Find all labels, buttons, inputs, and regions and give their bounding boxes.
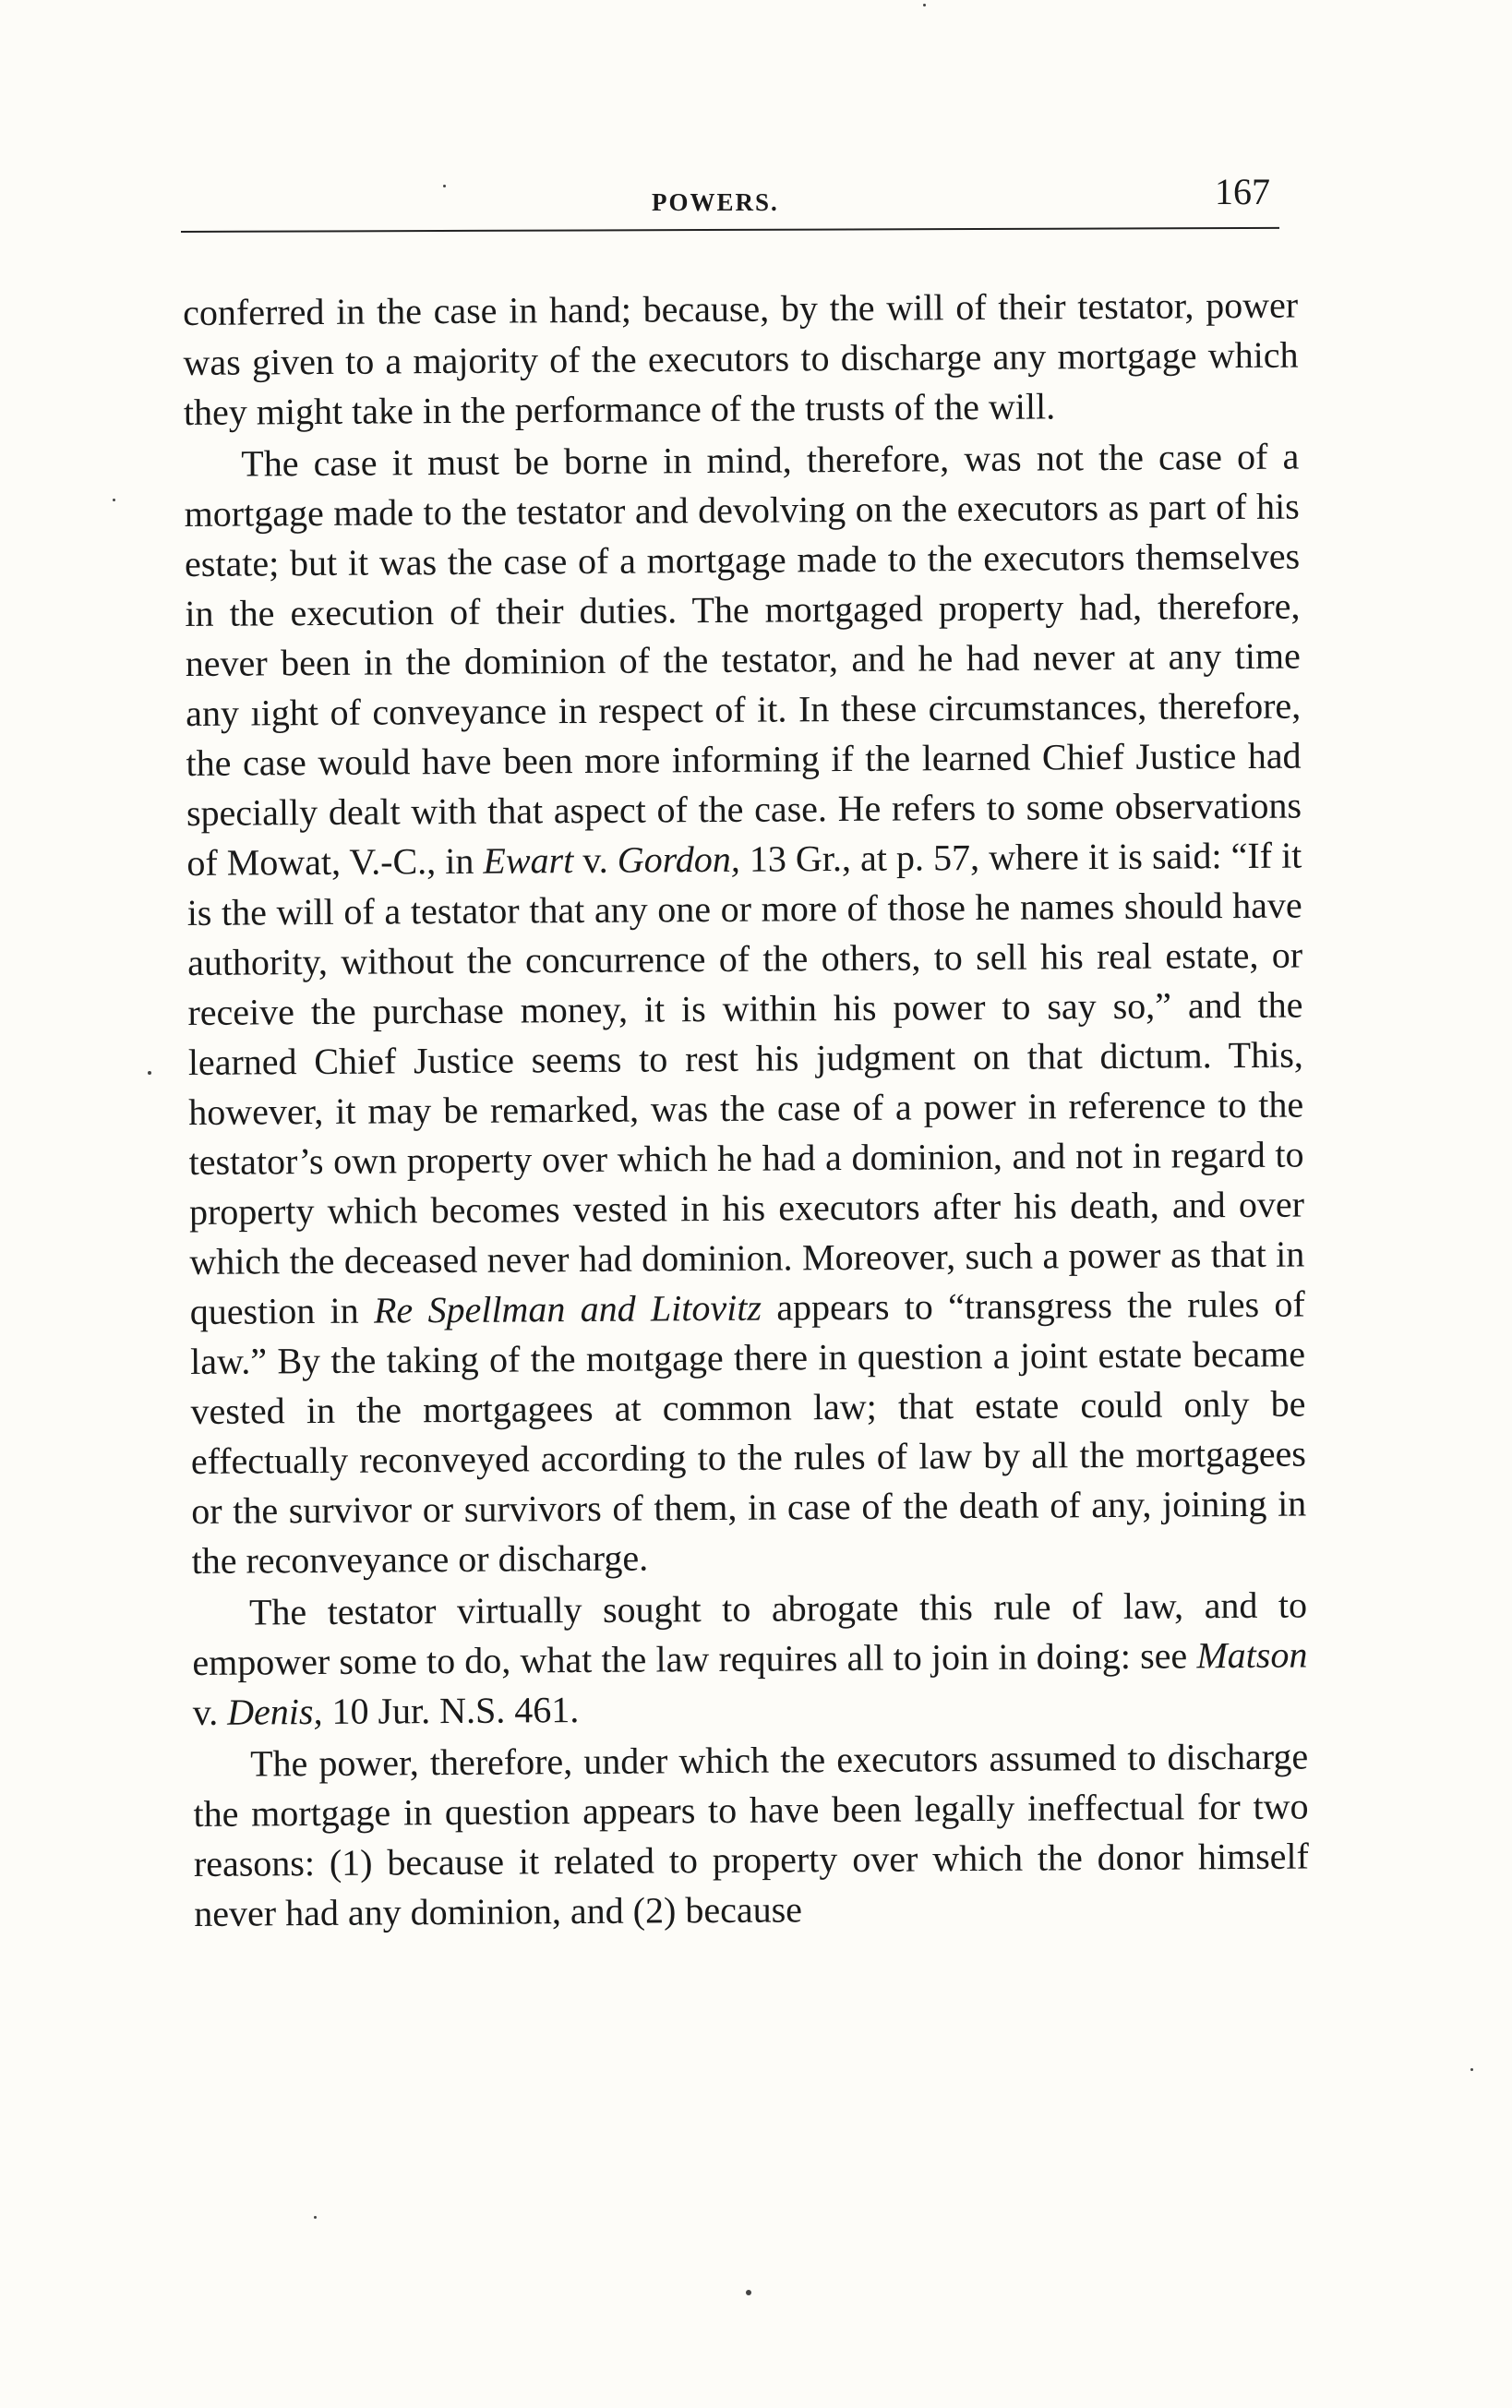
case-name-italic: Denis, — [227, 1690, 323, 1733]
scan-speck — [148, 1071, 151, 1075]
case-name-italic: Ewart — [483, 839, 574, 882]
scan-speck — [1470, 2068, 1473, 2071]
paragraph-4 — [193, 1732, 1309, 1939]
scan-speck — [113, 499, 115, 501]
text-run: conferred in the case in hand; because, by the will of their testator, power was given to a majority of the executors to discharge any mortgage which they might take in the performance of the trusts of the will. — [183, 283, 1299, 433]
case-name-italic: Matson — [1196, 1633, 1308, 1677]
text-run: v. — [192, 1691, 228, 1733]
scan-speck — [314, 2216, 317, 2219]
text-run: 10 Jur. N.S. 461. — [322, 1689, 580, 1732]
paragraph-2 — [184, 432, 1307, 1586]
text-run: The power, therefore, under which the executors assumed to discharge the mortgage in question appears to have been legally ineffectual for two reasons: (1) because it related to property over which the donor himself never had any dominion, and (2) because — [193, 1735, 1310, 1934]
case-name-italic: Gordon, — [617, 837, 740, 881]
body-text — [183, 281, 1309, 1941]
text-run: The case it must be borne in mind, therefore, was not the case of a mortgage made to the testator and devolving on the executors as part of his estate; but it was the case of a mortgage made to the executors themselves in the execution of their duties. The mortgaged property had, therefore, never been in the dominion of the testator, and he had never at any time any ıight of conveyance in respect of it. In these circumstances, therefore, the case would have been more informing if the learned Chief Justice had specially dealt with that aspect of the case. He refers to some observations of Mowat, V.-C., in — [184, 435, 1302, 884]
text-run: v. — [573, 838, 618, 882]
text-run: appears to “transgress the rules of law.” By the taking of the moıtgage there in question a joint estate became vested in the mortgagees at common law; that estate could only be effectually reconveyed according to the rules of law by all the mortgagees or the survivor or survivors of them, in case of the death of any, joining in the reconveyance or discharge. — [189, 1282, 1307, 1582]
page-number: 167 — [1215, 171, 1270, 212]
paragraph-3 — [192, 1581, 1308, 1738]
scan-speck — [443, 185, 446, 187]
scan-speck — [923, 4, 926, 6]
scan-speck — [746, 2290, 751, 2295]
text-run: 13 Gr., at p. 57, where it is said: “If it is the will of a testator that any one or more of those he names should have authority, without the concurrence of the others, to sell his real estate, or receive the purchase money, it is within his power to say so,” and the learned Chief Justice seems to rest his judgment on that dictum. This, however, it may be remarked, was the case of a power in reference to the testator’s own property over which he had a dominion, and not in regard to property which becomes vested in his executors after his death, and over which the deceased never had dominion. Moreover, such a power as that in question in — [186, 834, 1305, 1332]
paragraph-1 — [183, 281, 1299, 438]
text-run: The testator virtually sought to abrogate this rule of law, and to empower some to do, what the law requires all to join in doing: see — [192, 1583, 1308, 1683]
case-name-italic: Re Spellman and Litovitz — [373, 1286, 762, 1331]
running-head: POWERS. — [652, 188, 779, 216]
